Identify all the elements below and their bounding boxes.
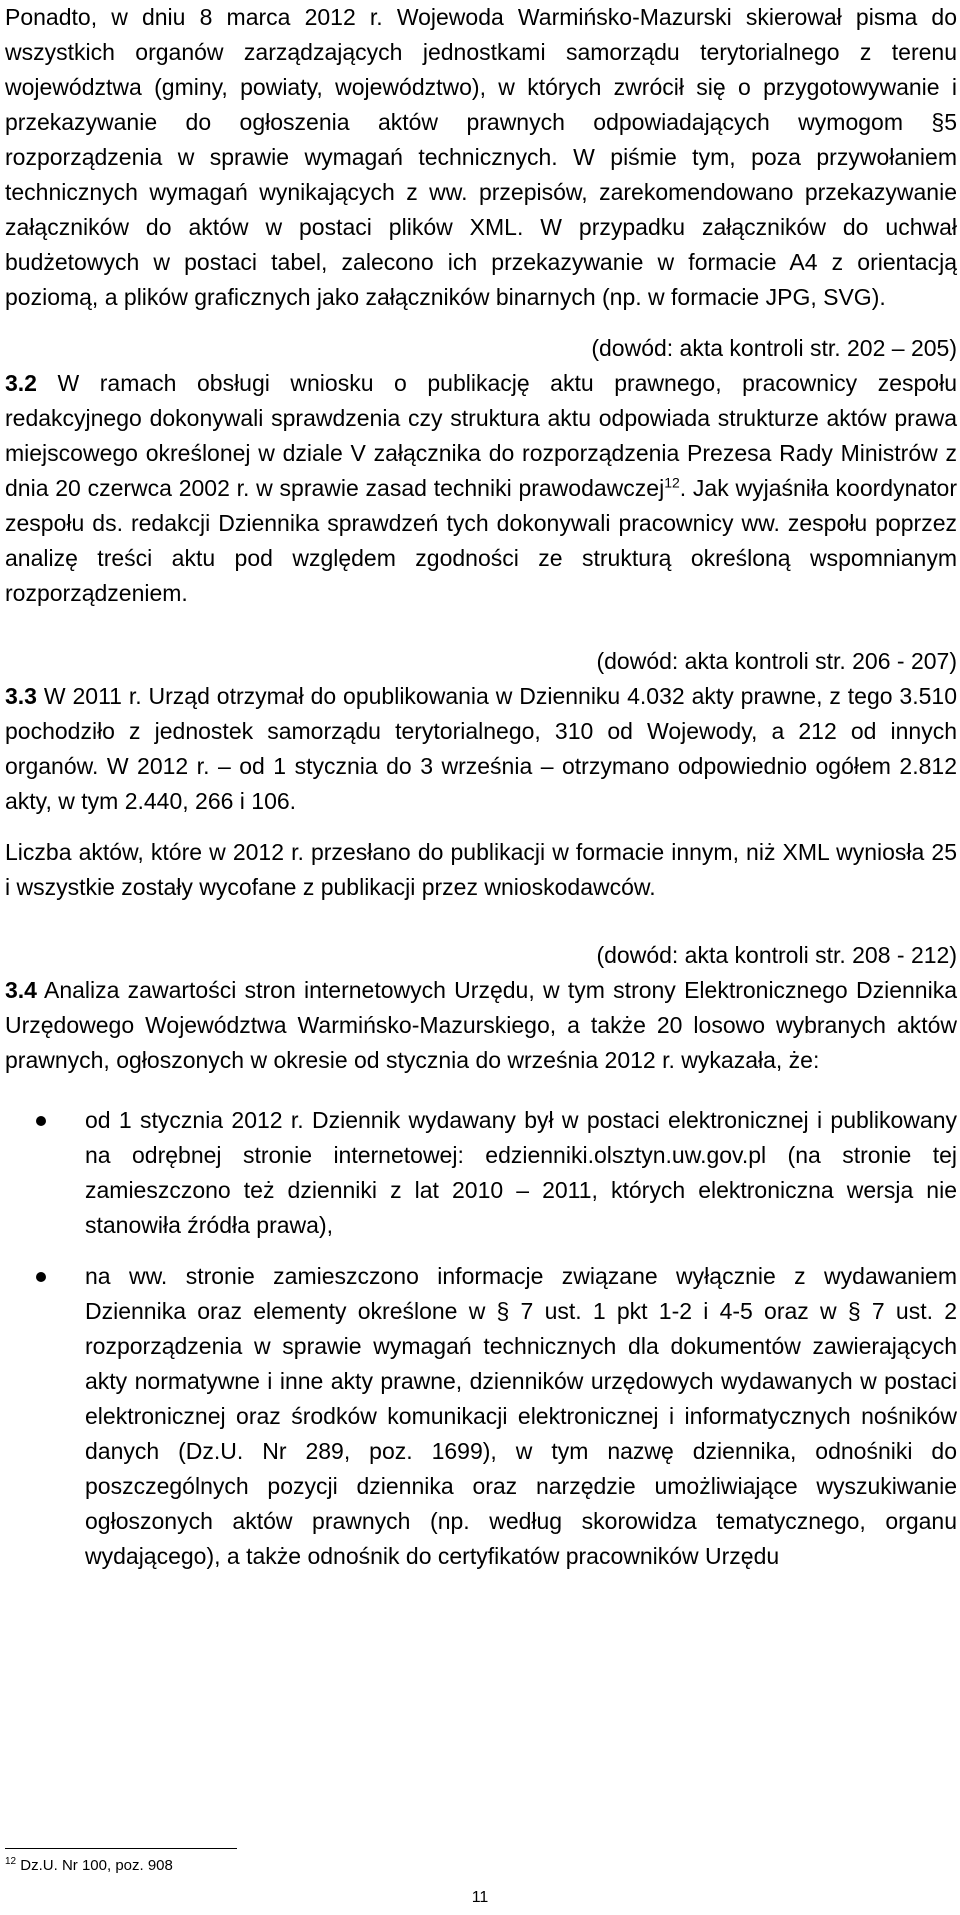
evidence-note-1: (dowód: akta kontroli str. 202 – 205) [591, 335, 957, 361]
bullet-icon [36, 1272, 46, 1282]
bullet-icon [36, 1116, 46, 1126]
section-number: 3.3 [5, 683, 37, 709]
evidence-note-3: (dowód: akta kontroli str. 208 - 212) [596, 942, 957, 968]
footnote [5, 1857, 173, 1875]
section-text: W ramach obsługi wniosku o publikację aktu prawnego, pracownicy zespołu redakcyjnego dokonywali sprawdzenia czy struktura aktu odpowiada strukturze aktów prawa miejscowego określonej w dziale V załącznika do rozporządzenia Prezesa Rady Ministrów z dnia 20 czerwca 2002 r. w sprawie zasad techniki prawodawczej [5, 370, 957, 501]
paragraph-format-count: Liczba aktów, które w 2012 r. przesłano do publikacji w formacie innym, niż XML wyniosła 25 i wszystkie zostały wycofane z publikacji przez wnioskodawców. [5, 839, 957, 900]
section-text: W 2011 r. Urząd otrzymał do opublikowania w Dzienniku 4.032 akty prawne, z tego 3.510 pochodziło z jednostek samorządu terytorialnego, 310 od Wojewody, a 212 od innych organów. W 2012 r. – od 1 stycznia do 3 września – otrzymano odpowiednio ogółem 2.812 akty, w tym 2.440, 266 i 106. [5, 683, 957, 814]
list-item-text: od 1 stycznia 2012 r. Dziennik wydawany był w postaci elektronicznej i publikowany na odrębnej stronie internetowej: edzienniki.olsztyn.uw.gov.pl (na stronie tej zamieszczono też dzienniki z lat 2010 – 2011, których elektroniczna wersja nie stanowiła źródła prawa), [85, 1107, 957, 1238]
section-text: Analiza zawartości stron internetowych Urzędu, w tym strony Elektronicznego Dziennika Urzędowego Województwa Warmińsko-Mazurskiego, a także 20 losowo wybranych aktów prawnych, ogłoszonych w okresie od stycznia do września 2012 r. wykazała, że: [5, 977, 957, 1073]
footnote-number: 12 [5, 1856, 17, 1867]
findings-list [5, 1103, 957, 1574]
document-body [5, 0, 957, 1574]
footnote-divider [5, 1848, 237, 1849]
section-3-3 [5, 679, 957, 819]
evidence-note-2: (dowód: akta kontroli str. 206 - 207) [596, 648, 957, 674]
section-text-continued: . Jak wyjaśniła koordynator zespołu ds. redakcji Dziennika sprawdzeń tych dokonywali pracownicy ww. zespołu poprzez analizę treści aktu pod względem zgodności ze strukturą określoną wspomnianym rozporządzeniem. [5, 475, 958, 606]
section-3-2 [5, 366, 957, 611]
list-item [5, 1103, 957, 1243]
section-3-4 [5, 973, 957, 1078]
list-item [5, 1259, 957, 1574]
footnote-reference[interactable]: 12 [664, 474, 680, 491]
section-number: 3.2 [5, 370, 37, 396]
footnote-text: Dz.U. Nr 100, poz. 908 [16, 1857, 173, 1874]
paragraph-intro: Ponadto, w dniu 8 marca 2012 r. Wojewoda Warmińsko-Mazurski skierował pisma do wszystkich organów zarządzających jednostkami samorządu terytorialnego z terenu województwa (gminy, powiaty, województwo), w których zwrócił się o przygotowywanie i przekazywanie do ogłoszenia aktów prawnych odpowiadających wymogom §5 rozporządzenia w sprawie wymagań technicznych. W piśmie tym, poza przywołaniem technicznych wymagań wynikających z ww. przepisów, zarekomendowano przekazywanie załączników do aktów w postaci plików XML. W przypadku załączników do uchwał budżetowych w postaci tabel, zalecono ich przekazywanie w formacie A4 z orientacją poziomą, a plików graficznych jako załączników binarnych (np. w formacie JPG, SVG). [5, 4, 957, 310]
list-item-text: na ww. stronie zamieszczono informacje związane wyłącznie z wydawaniem Dziennika oraz elementy określone w § 7 ust. 1 pkt 1-2 i 4-5 oraz w § 7 ust. 2 rozporządzenia w sprawie wymagań technicznych dla dokumentów zawierających akty normatywne i inne akty prawne, dzienników urzędowych wydawanych w postaci elektronicznej oraz środków komunikacji elektronicznej i informatycznych nośników danych (Dz.U. Nr 289, poz. 1699), w tym nazwę dziennika, odnośniki do poszczególnych pozycji dziennika oraz narzędzie umożliwiające wyszukiwanie ogłoszonych aktów prawnych (np. według skorowidza tematycznego, organu wydającego), a także odnośnik do certyfikatów pracowników Urzędu [85, 1263, 957, 1569]
page-number: 11 [471, 1889, 489, 1906]
section-number: 3.4 [5, 977, 37, 1003]
